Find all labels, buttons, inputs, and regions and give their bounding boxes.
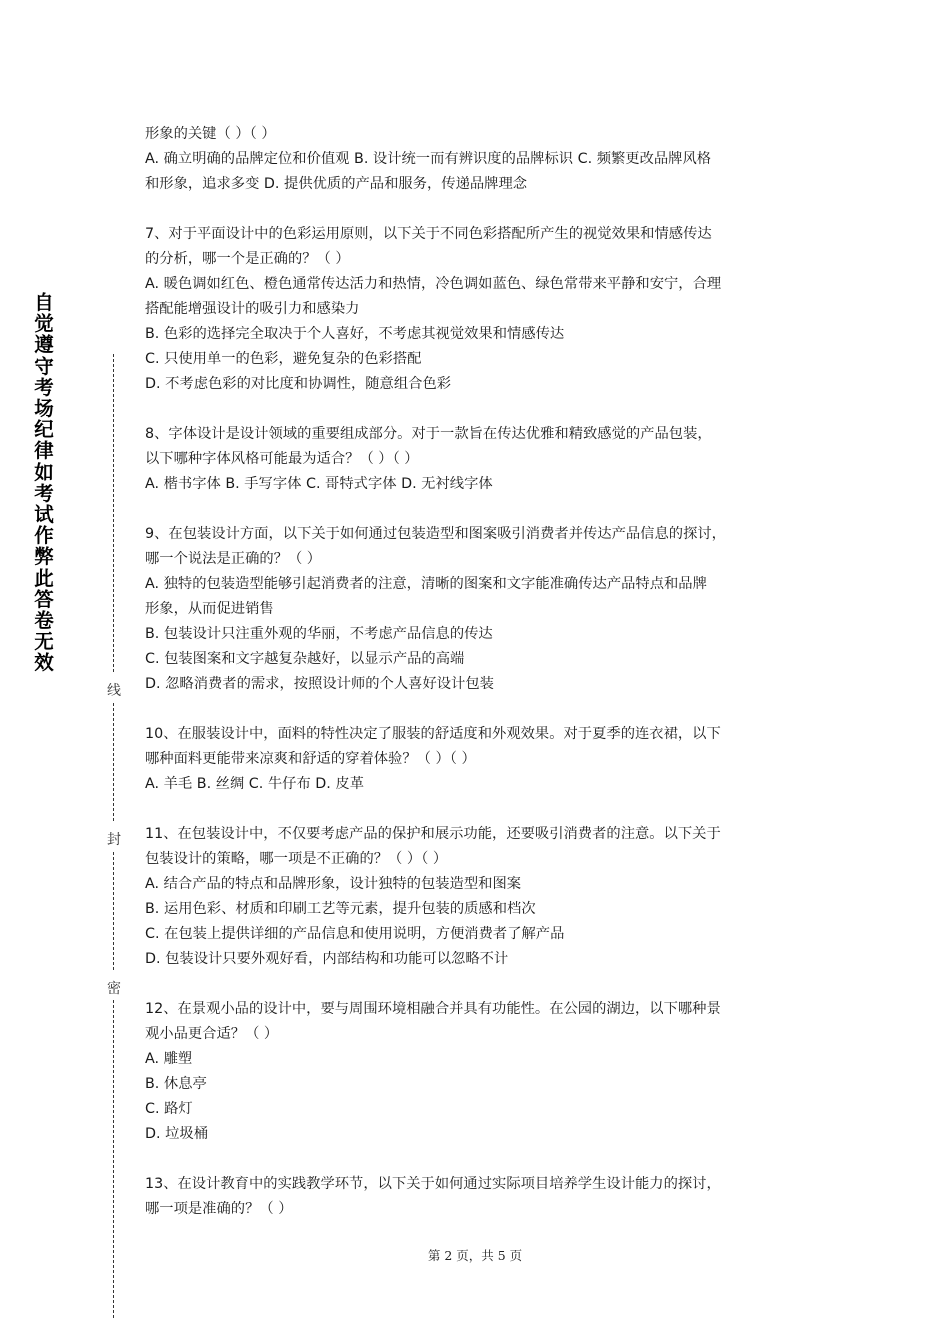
question-line: 7、对于平面设计中的色彩运用原则，以下关于不同色彩搭配所产生的视觉效果和情感传达 bbox=[145, 226, 712, 242]
question-line: 形象的关键（ ）（ ） bbox=[145, 126, 276, 142]
question-line: B. 色彩的选择完全取决于个人喜好，不考虑其视觉效果和情感传达 bbox=[145, 326, 565, 342]
question-line: C. 包装图案和文字越复杂越好，以显示产品的高端 bbox=[145, 651, 465, 667]
question-block bbox=[145, 822, 815, 972]
question-line: 以下哪种字体风格可能最为适合？（ ）（ ） bbox=[145, 451, 419, 467]
question-line: 观小品更合适？（ ） bbox=[145, 1026, 279, 1042]
binding-line-segment bbox=[113, 354, 114, 672]
question-line: B. 运用色彩、材质和印刷工艺等元素，提升包装的质感和档次 bbox=[145, 901, 536, 917]
question-block bbox=[145, 122, 815, 197]
question-line: B. 包装设计只注重外观的华丽，不考虑产品信息的传达 bbox=[145, 626, 493, 642]
seal-mark-seal: 封 bbox=[107, 832, 121, 848]
question-line: 8、字体设计是设计领域的重要组成部分。对于一款旨在传达优雅和精致感觉的产品包装， bbox=[145, 426, 712, 442]
question-block bbox=[145, 422, 815, 497]
question-block bbox=[145, 522, 815, 697]
question-line: 13、在设计教育中的实践教学环节，以下关于如何通过实际项目培养学生设计能力的探讨， bbox=[145, 1176, 721, 1192]
question-block bbox=[145, 222, 815, 397]
question-line: D. 不考虑色彩的对比度和协调性，随意组合色彩 bbox=[145, 376, 452, 392]
question-line: A. 楷书字体 B. 手写字体 C. 哥特式字体 D. 无衬线字体 bbox=[145, 476, 493, 492]
question-line: A. 确立明确的品牌定位和价值观 B. 设计统一而有辨识度的品牌标识 C. 频繁更改品牌风格 bbox=[145, 151, 712, 167]
question-line: 12、在景观小品的设计中，要与周围环境相融合并具有功能性。在公园的湖边，以下哪种景 bbox=[145, 1001, 721, 1017]
question-line: 包装设计的策略，哪一项是不正确的？（ ）（ ） bbox=[145, 851, 448, 867]
question-line: 9、在包装设计方面，以下关于如何通过包装造型和图案吸引消费者并传达产品信息的探讨， bbox=[145, 526, 726, 542]
binding-line-segment bbox=[113, 703, 114, 821]
question-line: B. 休息亭 bbox=[145, 1076, 207, 1092]
question-line: A. 羊毛 B. 丝绸 C. 牛仔布 D. 皮革 bbox=[145, 776, 364, 792]
question-line: A. 结合产品的特点和品牌形象，设计独特的包装造型和图案 bbox=[145, 876, 522, 892]
question-line: 哪一个说法是正确的？（ ） bbox=[145, 551, 322, 567]
question-line: 10、在服装设计中，面料的特性决定了服装的舒适度和外观效果。对于夏季的连衣裙，以下 bbox=[145, 726, 721, 742]
question-line: 的分析，哪一个是正确的？（ ） bbox=[145, 251, 350, 267]
seal-mark-secret: 密 bbox=[107, 981, 121, 997]
question-line: C. 在包装上提供详细的产品信息和使用说明，方便消费者了解产品 bbox=[145, 926, 565, 942]
question-block bbox=[145, 997, 815, 1147]
seal-mark-line: 线 bbox=[107, 683, 121, 699]
question-block bbox=[145, 1172, 815, 1222]
question-line: D. 包装设计只要外观好看，内部结构和功能可以忽略不计 bbox=[145, 951, 509, 967]
question-line: 哪种面料更能带来凉爽和舒适的穿着体验？（ ）（ ） bbox=[145, 751, 476, 767]
question-line: D. 忽略消费者的需求，按照设计师的个人喜好设计包装 bbox=[145, 676, 494, 692]
question-block bbox=[145, 722, 815, 797]
question-line: 哪一项是准确的？（ ） bbox=[145, 1201, 293, 1217]
binding-line-segment bbox=[113, 852, 114, 970]
question-line: A. 独特的包装造型能够引起消费者的注意，清晰的图案和文字能准确传达产品特点和品牌 bbox=[145, 576, 707, 592]
question-line: D. 垃圾桶 bbox=[145, 1126, 208, 1142]
exam-discipline-notice: 自 觉 遵 守 考 场 纪 律 如 考 试 作 弊 此 答 卷 无 效 bbox=[34, 291, 54, 675]
question-line: 形象，从而促进销售 bbox=[145, 601, 274, 617]
question-line: A. 雕塑 bbox=[145, 1051, 193, 1067]
question-line: 和形象，追求多变 D. 提供优质的产品和服务，传递品牌理念 bbox=[145, 176, 528, 192]
question-line: C. 只使用单一的色彩，避免复杂的色彩搭配 bbox=[145, 351, 422, 367]
question-list bbox=[145, 122, 815, 1247]
question-line: A. 暖色调如红色、橙色通常传达活力和热情，冷色调如蓝色、绿色常带来平静和安宁，合理 bbox=[145, 276, 722, 292]
binding-line-segment bbox=[113, 1000, 114, 1318]
page-footer: 第 2 页，共 5 页 bbox=[427, 1248, 523, 1263]
question-line: 11、在包装设计中，不仅要考虑产品的保护和展示功能，还要吸引消费者的注意。以下关于 bbox=[145, 826, 721, 842]
question-line: C. 路灯 bbox=[145, 1101, 193, 1117]
question-line: 搭配能增强设计的吸引力和感染力 bbox=[145, 301, 360, 317]
